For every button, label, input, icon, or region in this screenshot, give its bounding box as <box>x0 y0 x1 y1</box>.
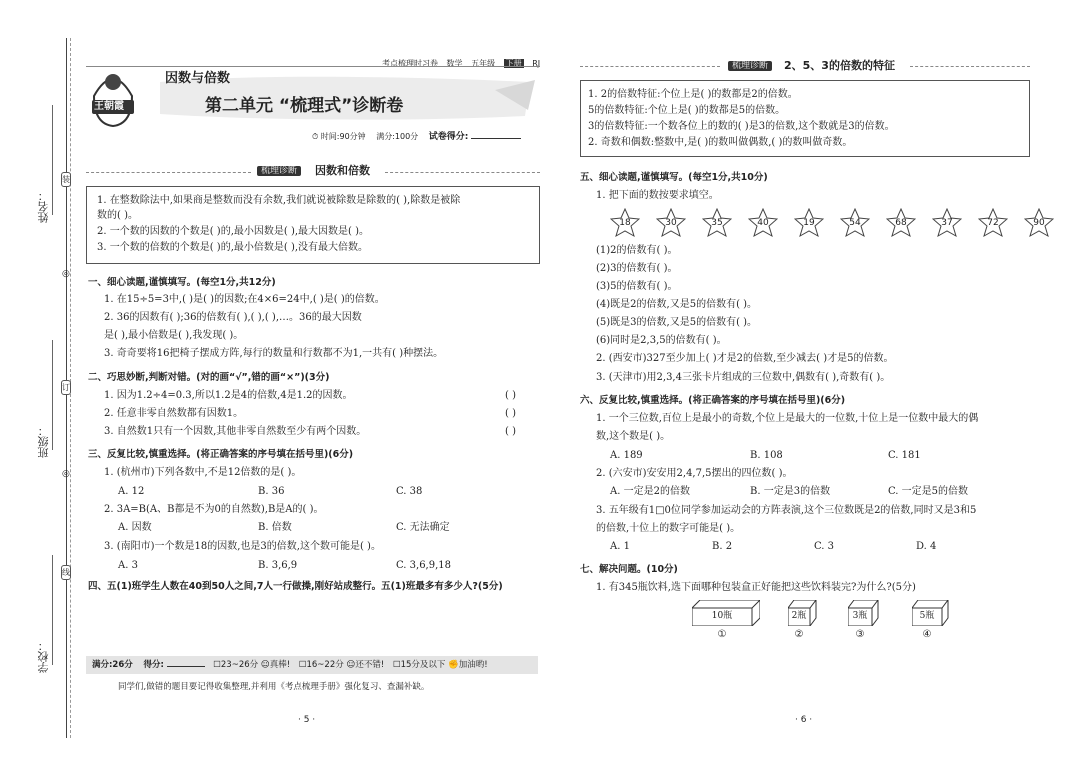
review-line: 1. 在整数除法中,如果商是整数而没有余数,我们就说被除数是除数的( ),除数是被除 <box>97 195 461 206</box>
section-full-score: 满分:26分 <box>92 660 133 670</box>
star-number: 35 <box>711 218 723 228</box>
number-star <box>1024 208 1054 238</box>
box-number: ③ <box>855 629 865 640</box>
exam-full-score: 满分:100分 <box>376 132 419 141</box>
section-divider <box>385 172 540 173</box>
choice-question: 2. 3A=B(A、B都是不为0的自然数),B是A的( )。 <box>104 504 324 515</box>
right-page <box>540 0 1080 765</box>
subject: 数学 <box>446 59 463 68</box>
choice-question: 2. (六安市)安安用2,4,7,5摆出的四位数( )。 <box>596 468 793 479</box>
class-label: 班级： <box>37 425 50 458</box>
question-line: 是( ),最小倍数是( ),我发现( )。 <box>104 330 244 341</box>
star-number: 18 <box>619 218 631 228</box>
page-number: · 5 · <box>298 715 316 725</box>
section-3-heading: 三、反复比较,慎重选择。(将正确答案的序号填在括号里)(6分) <box>88 449 354 460</box>
choice-question: 1. (杭州市)下列各数中,不是12倍数的是( )。 <box>104 467 302 478</box>
choice-option[interactable]: A. 一定是2的倍数 <box>610 486 690 497</box>
choice-option[interactable]: C. 38 <box>396 486 423 497</box>
cheer-icon: ✊ <box>448 660 459 670</box>
score-bar-content <box>92 659 488 672</box>
box-label: 3瓶 <box>852 611 868 621</box>
star-number: 19 <box>803 218 815 228</box>
choice-question: 数,这个数是( )。 <box>596 431 671 442</box>
clock-icon: ⏱ <box>312 132 319 141</box>
checkbox-icon[interactable]: ☐ <box>392 660 401 670</box>
checkbox-icon[interactable]: ☐ <box>213 660 221 670</box>
review-line: 1. 2的倍数特征:个位上是( )的数都是2的倍数。 <box>588 89 798 100</box>
section-score-label: 得分: <box>143 660 164 670</box>
number-star <box>610 208 640 238</box>
number-star <box>656 208 686 238</box>
sub-question: (3)5的倍数有( )。 <box>596 281 678 292</box>
choice-option[interactable]: A. 因数 <box>118 522 152 533</box>
section-title: 因数和倍数 <box>315 164 370 177</box>
number-star <box>748 208 778 238</box>
number-star <box>794 208 824 238</box>
binding-hole: ◎ <box>62 469 70 479</box>
header-rule <box>86 66 540 67</box>
review-line: 2. 一个数的因数的个数是( )的,最小因数是( ),最大因数是( )。 <box>97 226 370 237</box>
tag-label: 梳理诊断 <box>728 61 772 71</box>
number-star <box>978 208 1008 238</box>
review-line: 3的倍数特征:一个数各位上的数的( )是3的倍数,这个数就是3的倍数。 <box>588 121 895 132</box>
edition: RJ <box>532 59 541 68</box>
sub-question: (5)既是3的倍数,又是5的倍数有( )。 <box>596 317 758 328</box>
star-number: 54 <box>849 218 861 228</box>
binding-mark: 装 <box>61 172 71 187</box>
choice-option[interactable]: C. 3,6,9,18 <box>396 560 451 571</box>
choice-option[interactable]: B. 倍数 <box>258 522 292 533</box>
rating-comment: 真棒! <box>269 660 291 670</box>
page-title: 第二单元 “梳理式”诊断卷 <box>205 96 404 116</box>
choice-option[interactable]: A. 1 <box>610 541 630 552</box>
true-false-item: 1. 因为1.2÷4=0.3,所以1.2是4的倍数,4是1.2的因数。 <box>104 390 353 401</box>
choice-option[interactable]: B. 36 <box>258 486 285 497</box>
section-divider <box>86 172 251 173</box>
binding-hole: ◎ <box>62 269 70 279</box>
sub-question: (4)既是2的倍数,又是5的倍数有( )。 <box>596 299 758 310</box>
section-divider <box>910 66 1030 67</box>
section-tag <box>257 164 301 178</box>
page-number: · 6 · <box>795 715 813 725</box>
exam-time: 时间:90分钟 <box>320 132 366 141</box>
smile-icon: ☺ <box>260 660 270 670</box>
box-label: 5瓶 <box>919 611 935 621</box>
sub-question: (6)同时是2,3,5的倍数有( )。 <box>596 335 727 346</box>
section-6-heading: 六、反复比较,慎重选择。(将正确答案的序号填在括号里)(6分) <box>580 395 846 406</box>
review-line: 2. 奇数和偶数:整数中,是( )的数叫做偶数,( )的数叫做奇数。 <box>588 137 853 148</box>
choice-option[interactable]: B. 一定是3的倍数 <box>750 486 831 497</box>
name-label: 姓名： <box>37 190 50 223</box>
rating-range: 16~22分 <box>306 660 344 670</box>
exam-info <box>312 130 521 144</box>
choice-question: 3. 五年级有1□0位同学参加运动会的方阵表演,这个三位数既是2的倍数,同时又是3和5 <box>596 505 977 516</box>
section-score-blank[interactable] <box>167 666 205 667</box>
number-star <box>702 208 732 238</box>
sub-question: (1)2的倍数有( )。 <box>596 245 678 256</box>
review-line: 3. 一个数的倍数的个数是( )的,最小倍数是( ),没有最大倍数。 <box>97 242 369 253</box>
choice-option[interactable]: B. 108 <box>750 450 783 461</box>
answer-paren[interactable]: ( ) <box>505 408 516 419</box>
review-line: 数的( )。 <box>97 210 138 221</box>
choice-option[interactable]: C. 无法确定 <box>396 522 450 533</box>
choice-question: 1. 一个三位数,百位上是最小的奇数,个位上是最大的一位数,十位上是一位数中最大的偶 <box>596 413 979 424</box>
score-label: 试卷得分: <box>428 132 469 142</box>
true-false-item: 2. 任意非零自然数都有因数1。 <box>104 408 244 419</box>
package-box-10 <box>692 600 760 640</box>
choice-option[interactable]: B. 3,6,9 <box>258 560 298 571</box>
binding-mark: 线 <box>61 565 71 580</box>
tag-label: 梳理诊断 <box>257 166 301 176</box>
school-line <box>52 555 53 665</box>
box-number: ④ <box>922 629 932 640</box>
school-label: 学校： <box>37 640 50 673</box>
question-line: 2. (西安市)327至少加上( )才是2的倍数,至少减去( )才是5的倍数。 <box>596 353 894 364</box>
box-label: 2瓶 <box>791 611 807 621</box>
choice-question: 的倍数,十位上的数字可能是( )。 <box>596 523 741 534</box>
score-blank[interactable] <box>471 138 521 139</box>
box-number: ② <box>794 629 804 640</box>
class-line <box>52 340 53 450</box>
star-number: 90 <box>1033 218 1045 228</box>
rating-range: 23~26分 <box>220 660 259 670</box>
rating-range: 15分及以下 <box>400 660 446 670</box>
section-4-heading: 四、五(1)班学生人数在40到50人之间,7人一行做操,刚好站成整行。五(1)班最多有多少人?(5分) <box>88 581 503 592</box>
series-name: 考点梳理时习卷 <box>382 59 438 68</box>
binding-mark: 订 <box>61 380 71 395</box>
smile-icon: ☺ <box>346 660 356 670</box>
logo-text: 王朝霞 <box>94 101 124 112</box>
choice-option[interactable]: C. 一定是5的倍数 <box>888 486 969 497</box>
box-label: 10瓶 <box>711 611 733 621</box>
section-7-heading: 七、解决问题。(10分) <box>580 564 678 575</box>
package-box-5 <box>912 600 950 640</box>
star-number: 68 <box>895 218 907 228</box>
number-star <box>840 208 870 238</box>
footer-note: 同学们,做错的题目要记得收集整理,并利用《考点梳理手册》强化复习、查漏补缺。 <box>118 682 430 692</box>
choice-option[interactable]: C. 3 <box>814 541 835 552</box>
answer-paren[interactable]: ( ) <box>505 390 516 401</box>
star-number: 72 <box>987 218 999 228</box>
choice-option[interactable]: A. 12 <box>118 486 145 497</box>
section-2-heading: 二、巧思妙断,判断对错。(对的画“√”,错的画“×”)(3分) <box>88 372 330 383</box>
star-number: 40 <box>757 218 769 228</box>
chapter-title: 因数与倍数 <box>165 71 231 86</box>
question-line: 3. 奇奇要将16把椅子摆成方阵,每行的数量和行数都不为1,一共有( )种摆法。 <box>104 348 444 359</box>
choice-option[interactable]: C. 181 <box>888 450 921 461</box>
question-line: 1. 在15÷5=3中,( )是( )的因数;在4×6=24中,( )是( )的倍数。 <box>104 294 385 305</box>
choice-question: 3. (南阳市)一个数是18的因数,也是3的倍数,这个数可能是( )。 <box>104 541 381 552</box>
star-number: 30 <box>665 218 677 228</box>
section-divider <box>580 66 720 67</box>
rating-comment: 还不错! <box>355 660 385 670</box>
publisher-logo <box>86 66 140 128</box>
choice-option[interactable]: D. 4 <box>916 541 937 552</box>
name-line <box>52 105 53 215</box>
sub-question: (2)3的倍数有( )。 <box>596 263 678 274</box>
choice-option[interactable]: B. 2 <box>712 541 733 552</box>
question-line: 3. (天津市)用2,3,4三张卡片组成的三位数中,偶数有( ),奇数有( )。 <box>596 372 891 383</box>
review-line: 5的倍数特征:个位上是( )的数都是5的倍数。 <box>588 105 786 116</box>
number-star <box>932 208 962 238</box>
number-star <box>886 208 916 238</box>
package-box-3 <box>848 600 880 640</box>
star-number: 37 <box>941 218 953 228</box>
package-box-2 <box>788 600 818 640</box>
box-number: ① <box>717 629 727 640</box>
section-tag <box>728 59 772 73</box>
section-1-heading: 一、细心读题,谨慎填写。(每空1分,共12分) <box>88 277 276 288</box>
rating-comment: 加油哟! <box>458 660 488 670</box>
question-line: 1. 把下面的数按要求填空。 <box>596 190 719 201</box>
series-info <box>382 57 540 70</box>
answer-paren[interactable]: ( ) <box>505 426 516 437</box>
section-5-heading: 五、细心读题,谨慎填写。(每空1分,共10分) <box>580 172 768 183</box>
question-line: 1. 有345瓶饮料,选下面哪种包装盒正好能把这些饮料装完?为什么?(5分) <box>596 582 916 593</box>
choice-option[interactable]: A. 3 <box>118 560 138 571</box>
grade: 五年级 <box>471 59 496 68</box>
checkbox-icon[interactable]: ☐ <box>298 660 307 670</box>
choice-option[interactable]: A. 189 <box>610 450 643 461</box>
term: 下册 <box>505 59 522 68</box>
question-line: 2. 36的因数有( );36的倍数有( ),( ),( ),…。36的最大因数 <box>104 312 362 323</box>
true-false-item: 3. 自然数1只有一个因数,其他非零自然数至少有两个因数。 <box>104 426 367 437</box>
section-title: 2、5、3的倍数的特征 <box>784 59 895 72</box>
